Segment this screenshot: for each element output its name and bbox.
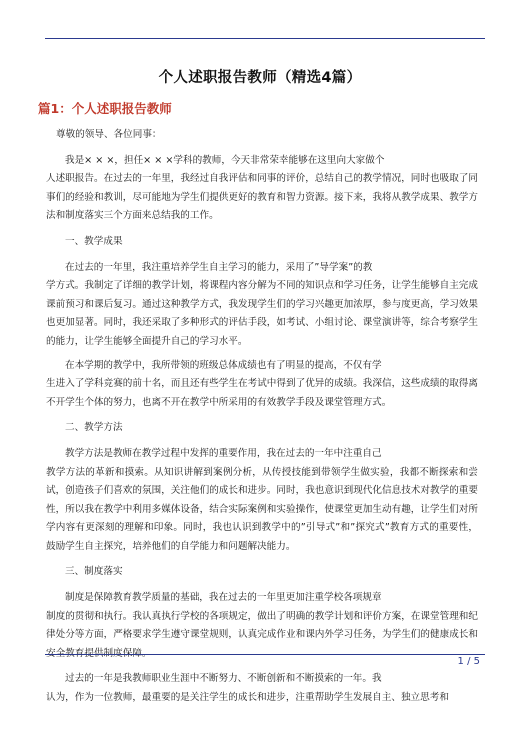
- section-title: 篇1：个人述职报告教师: [38, 101, 172, 116]
- heading-system-implementation: 三、制度落实: [65, 566, 123, 578]
- methods-line-2: 教学方法的革新和摸索。从知识讲解到案例分析，从传授技能到带领学生做实验，我都不断探索和尝试，创造孩子们喜欢的氛围，关注他们的成长和进步。同时，我也意识到现代化信息技术对教学的重要性，所以我在教学中利用多媒体设备，结合实际案例和实验操作，使课堂更加生动有趣，让学生们对所学内容有更深刻的理解和印象。同时，我也认识到教学中的”引导式”和”探究式”教育方式的重要性，鼓励学生自主探究，培养他们的自学能力和问题解决能力。: [46, 466, 478, 552]
- heading-teaching-results: 一、教学成果: [65, 235, 123, 247]
- document-body: [46, 126, 478, 708]
- results-1-line-2: 学方式。我制定了详细的教学计划，将课程内容分解为不同的知识点和学习任务，让学生能够自主完成课前预习和课后复习。通过这种教学方式，我发现学生们的学习兴趣更加浓厚，参与度更高，学习效果也更加显著。同时，我还采取了多种形式的评估手段，如考试、小组讨论、课堂演讲等，综合考察学生的能力，让学生能够全面提升自己的学习水平。: [46, 280, 478, 347]
- paragraph-results-1: [46, 259, 478, 352]
- results-1-line-1: 在过去的一年里，我注重培养学生自主学习的能力，采用了”导学案”的教: [65, 261, 373, 273]
- intro-line-1: 我是× × ×，担任× × ×学科的教师，今天非常荣幸能够在这里向大家做个: [65, 154, 385, 166]
- results-2-line-1: 在本学期的教学中，我所带领的班级总体成绩也有了明显的提高，不仅有学: [65, 359, 382, 371]
- paragraph-results-2: [46, 357, 478, 413]
- results-2-line-2: 生进入了学科竞赛的前十名，而且还有些学生在考试中得到了优异的成绩。我深信，这些成绩的取得离不开学生个体的努力，也离不开在教学中所采用的有效教学手段及课堂管理方式。: [46, 378, 478, 408]
- closing-line-2: 认为，作为一位教师，最重要的是关注学生的成长和进步，注重帮助学生发展自主、独立思考和: [46, 692, 449, 704]
- page-indicator: 1 / 5: [457, 656, 480, 667]
- system-line-2: 制度的贯彻和执行。我认真执行学校的各项规定，做出了明确的教学计划和评价方案，在课堂管理和纪律处分等方面，严格要求学生遵守课堂规则，认真完成作业和课内外学习任务，为学生们的健康成长和: [46, 610, 478, 641]
- methods-line-1: 教学方法是教师在教学过程中发挥的重要作用，我在过去的一年中注重自己: [65, 447, 382, 459]
- system-line-1: 制度是保障教育教学质量的基础，我在过去的一年里更加注重学校各项规章: [65, 592, 382, 604]
- top-rule: [45, 38, 485, 39]
- closing-line-1: 过去的一年是我教师职业生涯中不断努力、不断创新和不断摸索的一年。我: [65, 673, 382, 685]
- paragraph-system: [46, 589, 478, 663]
- paragraph-methods: [46, 445, 478, 557]
- intro-line-2: 人述职报告。在过去的一年里，我经过自我评估和同事的评价，总结自己的教学情况，同时也吸取了同事们的经验和教训，尽可能地为学生们提供更好的教育和智力资源。接下来，我将从教学成果、教学方法和制度落实三个方面来总结我的工作。: [46, 173, 478, 222]
- document-title: 个人述职报告教师（精选4篇）: [158, 70, 362, 86]
- paragraph-intro: [46, 152, 478, 226]
- greeting: 尊敬的领导、各位同事：: [56, 129, 162, 140]
- bottom-rule: [45, 654, 485, 655]
- heading-teaching-methods: 二、教学方法: [65, 422, 123, 434]
- paragraph-closing: [46, 670, 478, 707]
